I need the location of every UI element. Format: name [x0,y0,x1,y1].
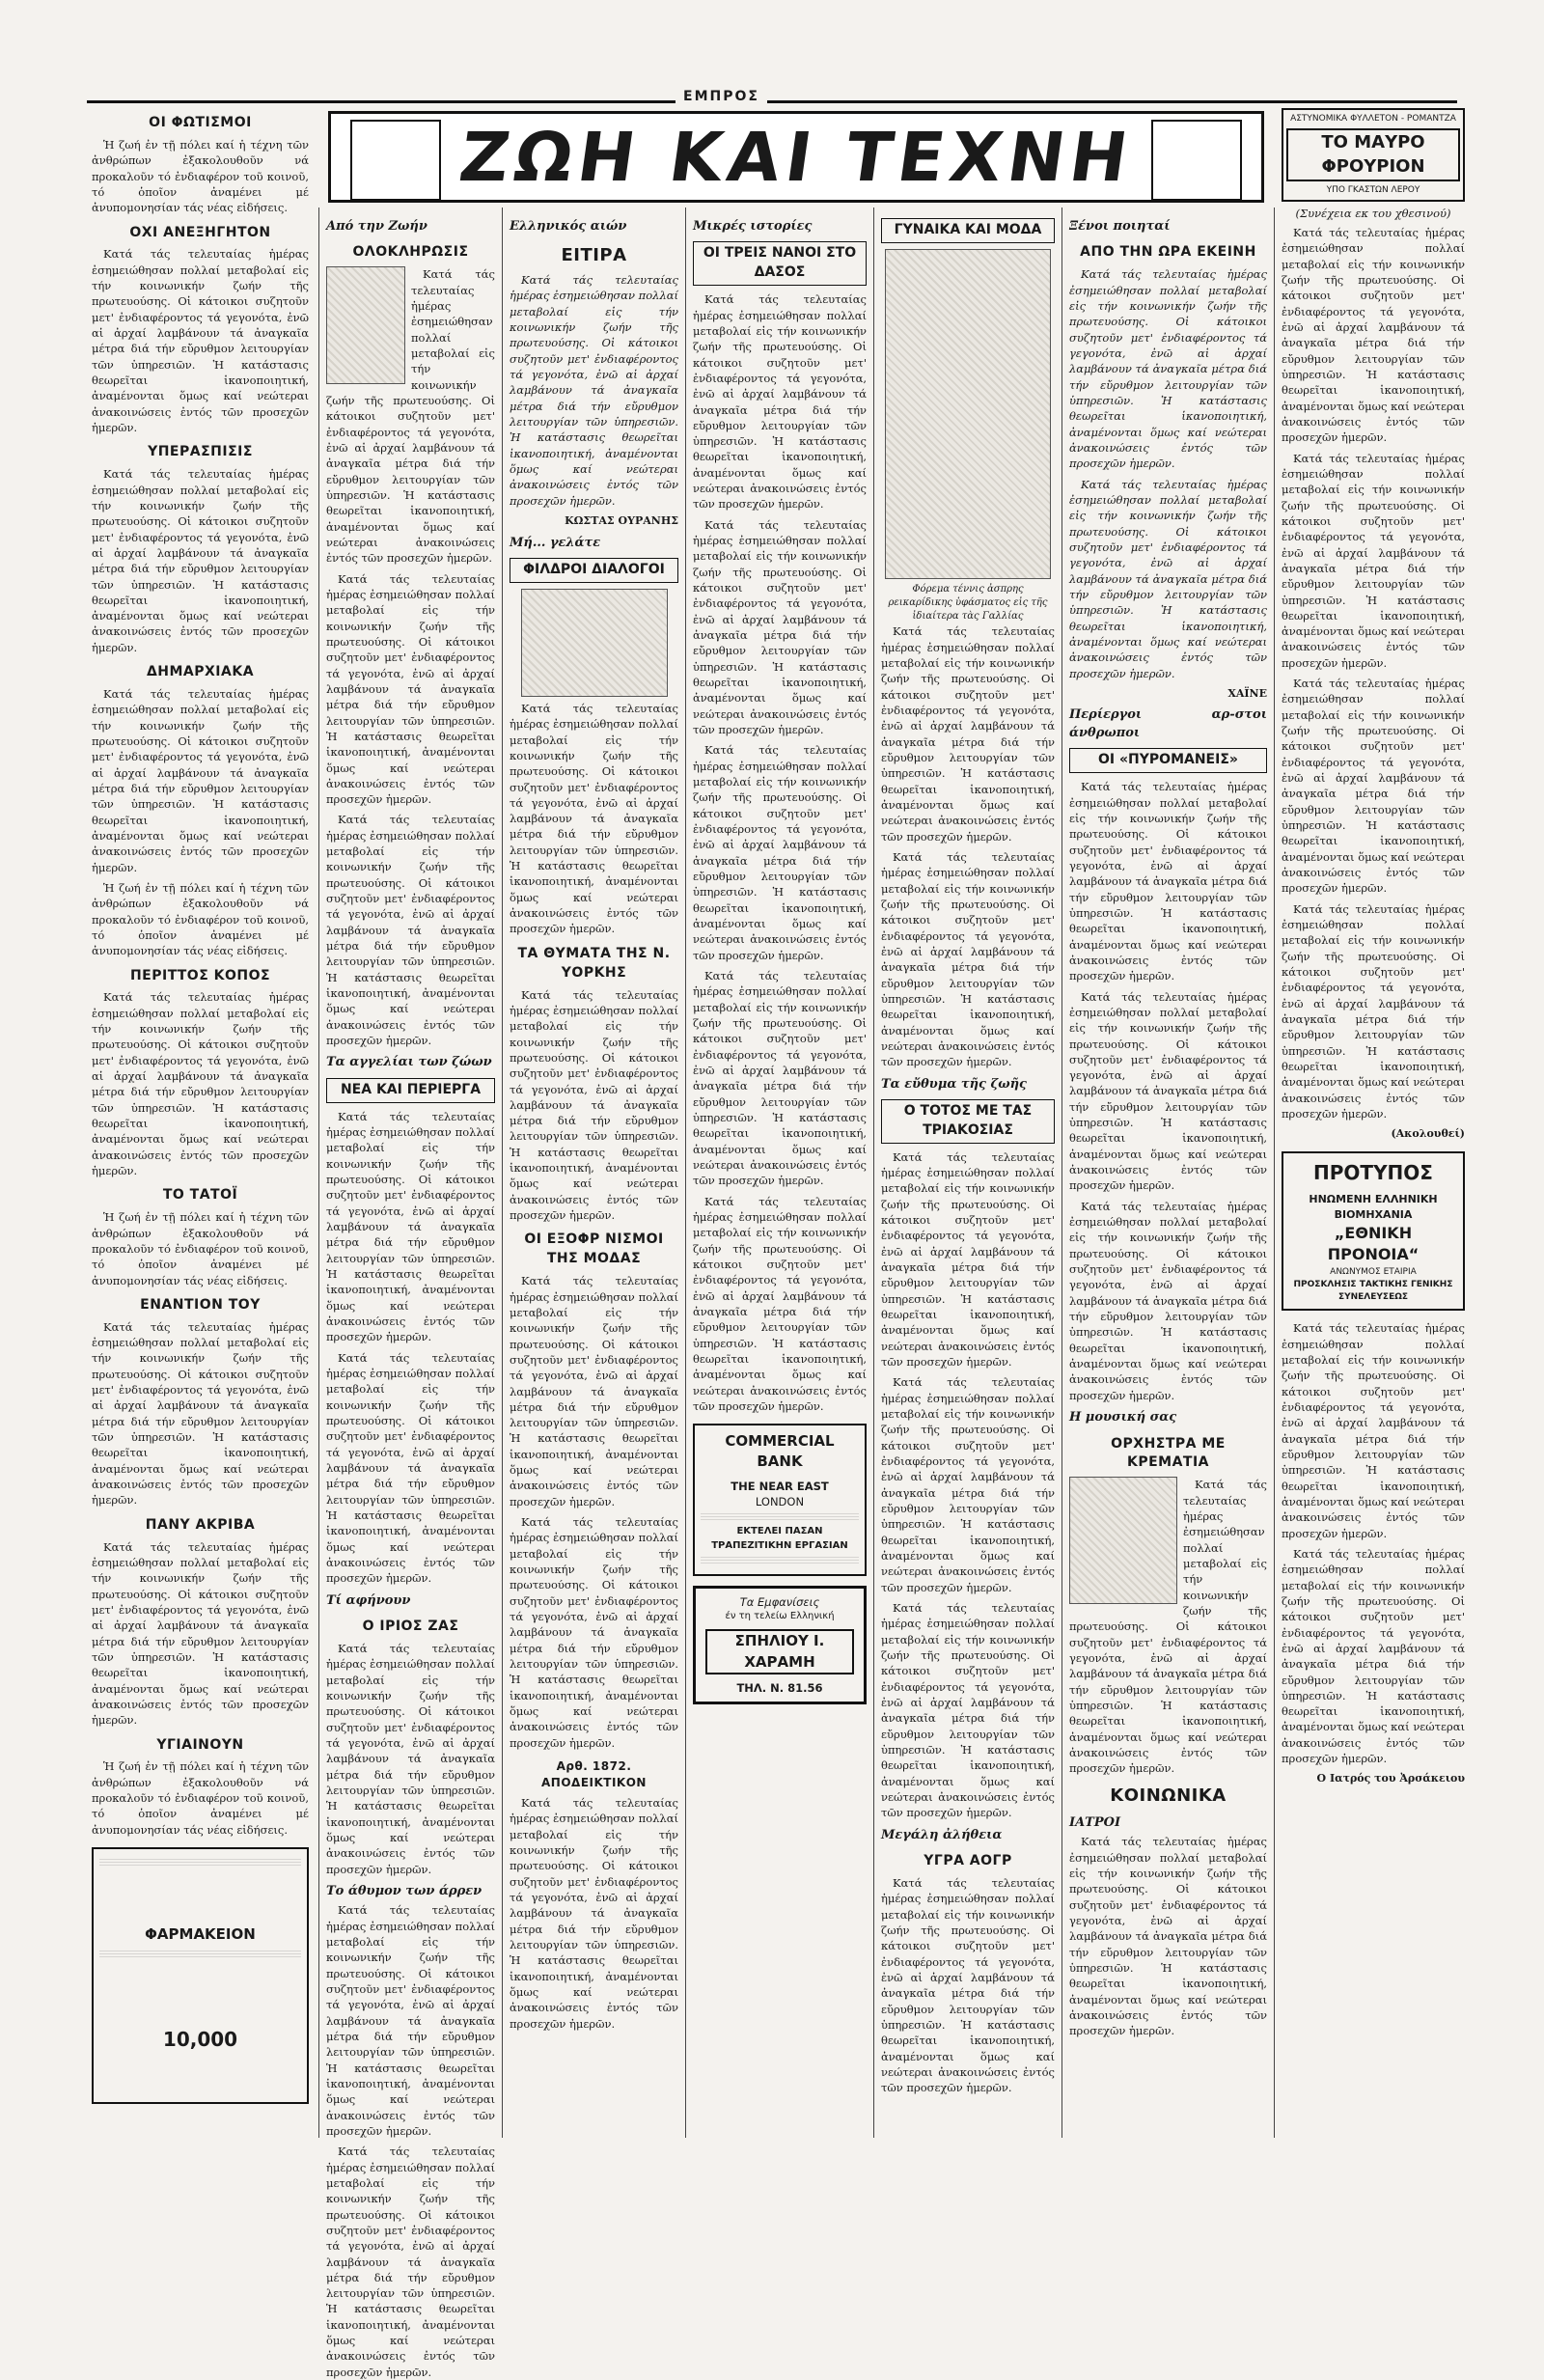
ad-line: έν τη τελείω Ελληνική [725,1611,835,1622]
article-text: Κατά τάς τελευταίας ἡμέρας ἐσημειώθησαν πολλαί μεταβολαί εἰς τήν κοινωνικήν ζωήν τῆς πρωτευούσης. Οἱ κάτοικοι συζητοῦν μετ' ἐνδιαφέροντος τά γεγονότα, ἐνῶ αἱ ἀρχαί λαμβάνουν τά ἀναγκαῖα μέτρα διά τήν εὔρυθμον λειτουργίαν τῶν ὑπηρεσιῶν. Ἡ κατάστασις θεωρεῖται ἱκανοποιητική, ἀναμένονται ὅμως καί νεώτεραι ἀνακοινώσεις ἐντός τῶν προσεχῶν ἡμερῶν. [1069,1199,1267,1402]
article-text: Κατά τάς τελευταίας ἡμέρας ἐσημειώθησαν πολλαί μεταβολαί εἰς τήν κοινωνικήν ζωήν τῆς πρωτευούσης. Οἱ κάτοικοι συζητοῦν μετ' ἐνδιαφέροντος τά γεγονότα, ἐνῶ αἱ ἀρχαί λαμβάνουν τά ἀναγκαῖα μέτρα διά τήν εὔρυθμον λειτουργίαν τῶν ὑπηρεσιῶν. Ἡ κατάστασις θεωρεῖται ἱκανοποιητική, ἀναμένονται ὅμως καί νεώτεραι ἀνακοινώσεις ἐντός τῶν προσεχῶν ἡμερῶν. [326,1109,495,1344]
column-7 [1282,108,1465,2038]
article-text: Κατά τάς τελευταίας ἡμέρας ἐσημειώθησαν πολλαί μεταβολαί εἰς τήν κοινωνικήν ζωήν τῆς πρωτευούσης. Οἱ κάτοικοι συζητοῦν μετ' ἐνδιαφέροντος τά γεγονότα, ἐνῶ αἱ ἀρχαί λαμβάνουν τά ἀναγκαῖα μέτρα διά τήν εὔρυθμον λειτουργίαν τῶν ὑπηρεσιῶν. Ἡ κατάστασις θεωρεῖται ἱκανοποιητική, ἀναμένονται ὅμως καί νεώτεραι ἀνακοινώσεις ἐντός τῶν προσεχῶν ἡμερῶν. [1069,1478,1267,1776]
section-kicker: Τα αγγελίαι των ζώων [326,1055,492,1070]
article-heading: ΝΕΑ ΚΑΙ ΠΕΡΙΕΡΓΑ [326,1078,495,1103]
fashion-photo [885,249,1051,579]
section-kicker: Τί αφήνουν [326,1592,411,1608]
children-reading-illustration [521,589,668,697]
printer-ad [693,1586,867,1704]
ad-filler [701,1513,859,1521]
ad-line: ΤΗΛ. Ν. 81.56 [736,1680,823,1695]
section-kicker: Μικρές ιστορίες [693,219,813,234]
article-heading: ΠΕΡΙΤΤΟΣ ΚΟΠΟΣ [129,967,271,983]
column-rule [1274,208,1275,2138]
ad-signature: Ο Ιατρός του Ἀρσάκειου [1316,1772,1465,1785]
ad-line: „ΕΘΝΙΚΗ ΠΡΟΝΟΙΑ“ [1327,1223,1420,1264]
article-text: Κατά τάς τελευταίας ἡμέρας ἐσημειώθησαν πολλαί μεταβολαί εἰς τήν κοινωνικήν ζωήν τῆς πρωτευούσης. Οἱ κάτοικοι συζητοῦν μετ' ἐνδιαφέροντος τά γεγονότα, ἐνῶ αἱ ἀρχαί λαμβάνουν τά ἀναγκαῖα μέτρα διά τήν εὔρυθμον λειτουργίαν τῶν ὑπηρεσιῶν. Ἡ κατάστασις θεωρεῖται ἱκανοποιητική, ἀναμένονται ὅμως καί νεώτεραι ἀνακοινώσεις ἐντός τῶν προσεχῶν ἡμερῶν. [881,624,1055,844]
article-text: Κατά τάς τελευταίας ἡμέρας ἐσημειώθησαν πολλαί μεταβολαί εἰς τήν κοινωνικήν ζωήν τῆς πρωτευούσης. Οἱ κάτοικοι συζητοῦν μετ' ἐνδιαφέροντος τά γεγονότα, ἐνῶ αἱ ἀρχαί λαμβάνουν τά ἀναγκαῖα μέτρα διά τήν εὔρυθμον λειτουργίαν τῶν ὑπηρεσιῶν. Ἡ κατάστασις θεωρεῖται ἱκανοποιητική, ἀναμένονται ὅμως καί νεώτεραι ἀνακοινώσεις ἐντός τῶν προσεχῶν ἡμερῶν. [881,850,1055,1069]
section-kicker: Από την Ζωήν [326,219,427,234]
ad-filler [99,1859,301,1867]
poem-text: Κατά τάς τελευταίας ἡμέρας ἐσημειώθησαν πολλαί μεταβολαί εἰς τήν κοινωνικήν ζωήν τῆς πρωτευούσης. Οἱ κάτοικοι συζητοῦν μετ' ἐνδιαφέροντος τά γεγονότα, ἐνῶ αἱ ἀρχαί λαμβάνουν τά ἀναγκαῖα μέτρα διά τήν εὔρυθμον λειτουργίαν τῶν ὑπηρεσιῶν. Ἡ κατάστασις θεωρεῖται ἱκανοποιητική, ἀναμένονται ὅμως καί νεώτεραι ἀνακοινώσεις ἐντός τῶν προσεχῶν ἡμερῶν. [510,273,679,508]
masthead-rule [87,100,1457,103]
column-4 [693,212,867,2143]
ad-line: ΠΡΟΣΚΛΗΣΙΣ ΤΑΚΤΙΚΗΣ ΓΕΝΙΚΗΣ ΣΥΝΕΛΕΥΣΕΩΣ [1293,1279,1453,1302]
article-heading: ΠΑΝΥ ΑΚΡΙΒΑ [145,1516,256,1533]
article-heading: Ο ΤΟΤΟΣ ΜΕ ΤΑΣ ΤΡΙΑΚΟΣΙΑΣ [881,1099,1055,1144]
article-text: Κατά τάς τελευταίας ἡμέρας ἐσημειώθησαν πολλαί μεταβολαί εἰς τήν κοινωνικήν ζωήν τῆς πρωτευούσης. Οἱ κάτοικοι συζητοῦν μετ' ἐνδιαφέροντος τά γεγονότα, ἐνῶ αἱ ἀρχαί λαμβάνουν τά ἀναγκαῖα μέτρα διά τήν εὔρυθμον λειτουργίαν τῶν ὑπηρεσιῶν. Ἡ κατάστασις θεωρεῖται ἱκανοποιητική, ἀναμένονται ὅμως καί νεώτεραι ἀνακοινώσεις ἐντός τῶν προσεχῶν ἡμερῶν. [1069,989,1267,1193]
article-heading: ΥΓΡΑ ΑΟΓΡ [924,1853,1012,1869]
trumpeter-illustration [1069,1477,1177,1604]
article-heading: ΟΧΙ ΑΝΕΞΗΓΗΤΟΝ [129,224,271,240]
article-heading: ΟΙ ΕΞΟΦΡ ΝΙΣΜΟΙ ΤΗΣ ΜΟΔΑΣ [524,1232,664,1267]
article-heading: ΤΟ ΤΑΤΟΪ [162,1187,238,1204]
column-rule [873,208,874,2138]
article-heading: ΚΟΙΝΩΝΙΚΑ [1110,1785,1227,1807]
column-rule [685,208,686,2138]
banner-deco-left-icon [350,120,441,201]
ad-title: COMMERCIAL BANK [725,1432,835,1471]
article-text: Κατά τάς τελευταίας ἡμέρας ἐσημειώθησαν πολλαί μεταβολαί εἰς τήν κοινωνικήν ζωήν τῆς πρωτευούσης. Οἱ κάτοικοι συζητοῦν μετ' ἐνδιαφέροντος τά γεγονότα, ἐνῶ αἱ ἀρχαί λαμβάνουν τά ἀναγκαῖα μέτρα διά τήν εὔρυθμον λειτουργίαν τῶν ὑπηρεσιῶν. Ἡ κατάστασις θεωρεῖται ἱκανοποιητική, ἀναμένονται ὅμως καί νεώτεραι ἀνακοινώσεις ἐντός τῶν προσεχῶν ἡμερῶν. [1282,901,1465,1121]
article-heading: ΥΠΕΡΑΣΠΙΣΙΣ [148,444,253,460]
article-text: Ἡ ζωή ἐν τῇ πόλει καί ἡ τέχνη τῶν ἀνθρώπων ἐξακολουθοῦν νά προκαλοῦν τό ἐνδιαφέρον τοῦ κοινοῦ, τό ὁποῖον ἀναμένει μέ ἀνυπομονησίαν τάς νέας εἰδήσεις. [92,1210,309,1287]
poem-author: ΚΩΣΤΑΣ ΟΥΡΑΝΗΣ [565,513,678,527]
article-text: Κατά τάς τελευταίας ἡμέρας ἐσημειώθησαν πολλαί μεταβολαί εἰς τήν κοινωνικήν ζωήν τῆς πρωτευούσης. Οἱ κάτοικοι συζητοῦν μετ' ἐνδιαφέροντος τά γεγονότα, ἐνῶ αἱ ἀρχαί λαμβάνουν τά ἀναγκαῖα μέτρα διά τήν εὔρυθμον λειτουργίαν τῶν ὑπηρεσιῶν. Ἡ κατάστασις θεωρεῖται ἱκανοποιητική, ἀναμένονται ὅμως καί νεώτεραι ἀνακοινώσεις ἐντός τῶν προσεχῶν ἡμερῶν. [693,292,867,512]
section-kicker: Μή... γελάτε [510,535,601,550]
article-text: Κατά τάς τελευταίας ἡμέρας ἐσημειώθησαν πολλαί μεταβολαί εἰς τήν κοινωνικήν ζωήν τῆς πρωτευούσης. Οἱ κάτοικοι συζητοῦν μετ' ἐνδιαφέροντος τά γεγονότα, ἐνῶ αἱ ἀρχαί λαμβάνουν τά ἀναγκαῖα μέτρα διά τήν εὔρυθμον λειτουργίαν τῶν ὑπηρεσιῶν. Ἡ κατάστασις θεωρεῖται ἱκανοποιητική, ἀναμένονται ὅμως καί νεώτεραι ἀνακοινώσεις ἐντός τῶν προσεχῶν ἡμερῶν. [510,1274,678,1508]
ad-title: ΦΑΡΜΑΚΕΙΟΝ [145,1925,256,1944]
article-text: Κατά τάς τελευταίας ἡμέρας ἐσημειώθησαν πολλαί μεταβολαί εἰς τήν κοινωνικήν ζωήν τῆς πρωτευούσης. Οἱ κάτοικοι συζητοῦν μετ' ἐνδιαφέροντος τά γεγονότα, ἐνῶ αἱ ἀρχαί λαμβάνουν τά ἀναγκαῖα μέτρα διά τήν εὔρυθμον λειτουργίαν τῶν ὑπηρεσιῶν. Ἡ κατάστασις θεωρεῖται ἱκανοποιητική, ἀναμένονται ὅμως καί νεώτεραι ἀνακοινώσεις ἐντός τῶν προσεχῶν ἡμερῶν. [510,701,678,936]
poem-title: ΑΠΟ ΤΗΝ ΩΡΑ ΕΚΕΙΝΗ [1080,244,1256,261]
article-text: Κατά τάς τελευταίας ἡμέρας ἐσημειώθησαν πολλαί μεταβολαί εἰς τήν κοινωνικήν ζωήν τῆς πρωτευούσης. Οἱ κάτοικοι συζητοῦν μετ' ἐνδιαφέροντος τά γεγονότα, ἐνῶ αἱ ἀρχαί λαμβάνουν τά ἀναγκαῖα μέτρα διά τήν εὔρυθμον λειτουργίαν τῶν ὑπηρεσιῶν. Ἡ κατάστασις θεωρεῖται ἱκανοποιητική, ἀναμένονται ὅμως καί νεώτεραι ἀνακοινώσεις ἐντός τῶν προσεχῶν ἡμερῶν. [693,743,867,962]
bank-ad [693,1424,867,1576]
section-banner [328,111,1264,203]
article-text: Κατά τάς τελευταίας ἡμέρας ἐσημειώθησαν πολλαί μεταβολαί εἰς τήν κοινωνικήν ζωήν τῆς πρωτευούσης. Οἱ κάτοικοι συζητοῦν μετ' ἐνδιαφέροντος τά γεγονότα, ἐνῶ αἱ ἀρχαί λαμβάνουν τά ἀναγκαῖα μέτρα διά τήν εὔρυθμον λειτουργίαν τῶν ὑπηρεσιῶν. Ἡ κατάστασις θεωρεῖται ἱκανοποιητική, ἀναμένονται ὅμως καί νεώτεραι ἀνακοινώσεις ἐντός τῶν προσεχῶν ἡμερῶν. [92,1319,309,1508]
ad-line: ΗΝΩΜΕΝΗ ΕΛΛΗΝΙΚΗ ΒΙΟΜΗΧΑΝΙΑ [1309,1193,1438,1221]
insurance-ad [1282,1151,1465,1311]
article-text: Κατά τάς τελευταίας ἡμέρας ἐσημειώθησαν πολλαί μεταβολαί εἰς τήν κοινωνικήν ζωήν τῆς πρωτευούσης. Οἱ κάτοικοι συζητοῦν μετ' ἐνδιαφέροντος τά γεγονότα, ἐνῶ αἱ ἀρχαί λαμβάνουν τά ἀναγκαῖα μέτρα διά τήν εὔρυθμον λειτουργίαν τῶν ὑπηρεσιῶν. Ἡ κατάστασις θεωρεῖται ἱκανοποιητική, ἀναμένονται ὅμως καί νεώτεραι ἀνακοινώσεις ἐντός τῶν προσεχῶν ἡμερῶν. [92,467,309,654]
article-text: Κατά τάς τελευταίας ἡμέρας ἐσημειώθησαν πολλαί μεταβολαί εἰς τήν κοινωνικήν ζωήν τῆς πρωτευούσης. Οἱ κάτοικοι συζητοῦν μετ' ἐνδιαφέροντος τά γεγονότα, ἐνῶ αἱ ἀρχαί λαμβάνουν τά ἀναγκαῖα μέτρα διά τήν εὔρυθμον λειτουργίαν τῶν ὑπηρεσιῶν. Ἡ κατάστασις θεωρεῖται ἱκανοποιητική, ἀναμένονται ὅμως καί νεώτεραι ἀνακοινώσεις ἐντός τῶν προσεχῶν ἡμερῶν. [1282,451,1465,670]
column-5 [881,212,1055,2143]
article-text: Ἡ ζωή ἐν τῇ πόλει καί ἡ τέχνη τῶν ἀνθρώπων ἐξακολουθοῦν νά προκαλοῦν τό ἐνδιαφέρον τοῦ κοινοῦ, τό ὁποῖον ἀναμένει μέ ἀνυπομονησίαν τάς νέας εἰδήσεις. [92,880,309,958]
article-text: Κατά τάς τελευταίας ἡμέρας ἐσημειώθησαν πολλαί μεταβολαί εἰς τήν κοινωνικήν ζωήν τῆς πρωτευούσης. Οἱ κάτοικοι συζητοῦν μετ' ἐνδιαφέροντος τά γεγονότα, ἐνῶ αἱ ἀρχαί λαμβάνουν τά ἀναγκαῖα μέτρα διά τήν εὔρυθμον λειτουργίαν τῶν ὑπηρεσιῶν. Ἡ κατάστασις θεωρεῖται ἱκανοποιητική, ἀναμένονται ὅμως καί νεώτεραι ἀνακοινώσεις ἐντός τῶν προσεχῶν ἡμερῶν. [326,1350,495,1586]
poem-text: Κατά τάς τελευταίας ἡμέρας ἐσημειώθησαν πολλαί μεταβολαί εἰς τήν κοινωνικήν ζωήν τῆς πρωτευούσης. Οἱ κάτοικοι συζητοῦν μετ' ἐνδιαφέροντος τά γεγονότα, ἐνῶ αἱ ἀρχαί λαμβάνουν τά ἀναγκαῖα μέτρα διά τήν εὔρυθμον λειτουργίαν τῶν ὑπηρεσιῶν. Ἡ κατάστασις θεωρεῖται ἱκανοποιητική, ἀναμένονται ὅμως καί νεώτεραι ἀνακοινώσεις ἐντός τῶν προσεχῶν ἡμερῶν. [1069,267,1267,471]
article-heading: ΕΝΑΝΤΙΟΝ ΤΟΥ [140,1296,261,1313]
ad-title: ΠΡΟΤΥΠΟΣ [1313,1160,1433,1184]
serial-header [1282,108,1465,202]
article-text: Κατά τάς τελευταίας ἡμέρας ἐσημειώθησαν πολλαί μεταβολαί εἰς τήν κοινωνικήν ζωήν τῆς πρωτευούσης. Οἱ κάτοικοι συζητοῦν μετ' ἐνδιαφέροντος τά γεγονότα, ἐνῶ αἱ ἀρχαί λαμβάνουν τά ἀναγκαῖα μέτρα διά τήν εὔρυθμον λειτουργίαν τῶν ὑπηρεσιῶν. Ἡ κατάστασις θεωρεῖται ἱκανοποιητική, ἀναμένονται ὅμως καί νεώτεραι ἀνακοινώσεις ἐντός τῶν προσεχῶν ἡμερῶν. [1282,1321,1465,1540]
section-kicker: Μεγάλη ἀλήθεια [881,1827,1003,1842]
column-6 [1069,212,1267,2143]
article-text: Κατά τάς τελευταίας ἡμέρας ἐσημειώθησαν πολλαί μεταβολαί εἰς τήν κοινωνικήν ζωήν τῆς πρωτευούσης. Οἱ κάτοικοι συζητοῦν μετ' ἐνδιαφέροντος τά γεγονότα, ἐνῶ αἱ ἀρχαί λαμβάνουν τά ἀναγκαῖα μέτρα διά τήν εὔρυθμον λειτουργίαν τῶν ὑπηρεσιῶν. Ἡ κατάστασις θεωρεῖται ἱκανοποιητική, ἀναμένονται ὅμως καί νεώτεραι ἀνακοινώσεις ἐντός τῶν προσεχῶν ἡμερῶν. [693,968,867,1188]
ad-filler [99,1951,301,1958]
ad-price: 10,000 [162,2028,238,2052]
article-text: Κατά τάς τελευταίας ἡμέρας ἐσημειώθησαν πολλαί μεταβολαί εἰς τήν κοινωνικήν ζωήν τῆς πρωτευούσης. Οἱ κάτοικοι συζητοῦν μετ' ἐνδιαφέροντος τά γεγονότα, ἐνῶ αἱ ἀρχαί λαμβάνουν τά ἀναγκαῖα μέτρα διά τήν εὔρυθμον λειτουργίαν τῶν ὑπηρεσιῶν. Ἡ κατάστασις θεωρεῖται ἱκανοποιητική, ἀναμένονται ὅμως καί νεώτεραι ἀνακοινώσεις ἐντός τῶν προσεχῶν ἡμερῶν. [92,990,309,1178]
article-heading: Αρθ. 1872. ΑΠΟΔΕΙΚΤΙΚΟΝ [541,1759,647,1790]
article-text: Κατά τάς τελευταίας ἡμέρας ἐσημειώθησαν πολλαί μεταβολαί εἰς τήν κοινωνικήν ζωήν τῆς πρωτευούσης. Οἱ κάτοικοι συζητοῦν μετ' ἐνδιαφέροντος τά γεγονότα, ἐνῶ αἱ ἀρχαί λαμβάνουν τά ἀναγκαῖα μέτρα διά τήν εὔρυθμον λειτουργίαν τῶν ὑπηρεσιῶν. Ἡ κατάστασις θεωρεῖται ἱκανοποιητική, ἀναμένονται ὅμως καί νεώτεραι ἀνακοινώσεις ἐντός τῶν προσεχῶν ἡμερῶν. [1282,225,1465,445]
serial-lead: (Συνέχεια εκ του χθεσινού) [1295,206,1451,220]
column-rule [318,208,319,2138]
article-text: Κατά τάς τελευταίας ἡμέρας ἐσημειώθησαν πολλαί μεταβολαί εἰς τήν κοινωνικήν ζωήν τῆς πρωτευούσης. Οἱ κάτοικοι συζητοῦν μετ' ἐνδιαφέροντος τά γεγονότα, ἐνῶ αἱ ἀρχαί λαμβάνουν τά ἀναγκαῖα μέτρα διά τήν εὔρυθμον λειτουργίαν τῶν ὑπηρεσιῶν. Ἡ κατάστασις θεωρεῖται ἱκανοποιητική, ἀναμένονται ὅμως καί νεώτεραι ἀνακοινώσεις ἐντός τῶν προσεχῶν ἡμερῶν. [326,267,495,566]
article-text: Ἡ ζωή ἐν τῇ πόλει καί ἡ τέχνη τῶν ἀνθρώπων ἐξακολουθοῦν νά προκαλοῦν τό ἐνδιαφέρον τοῦ κοινοῦ, τό ὁποῖον ἀναμένει μέ ἀνυπομονησίαν τάς νέας εἰδήσεις. [92,137,309,215]
serial-author: ΥΠΟ ΓΚΑΣΤΩΝ ΛΕΡΟΥ [1326,184,1420,195]
article-text: Κατά τάς τελευταίας ἡμέρας ἐσημειώθησαν πολλαί μεταβολαί εἰς τήν κοινωνικήν ζωήν τῆς πρωτευούσης. Οἱ κάτοικοι συζητοῦν μετ' ἐνδιαφέροντος τά γεγονότα, ἐνῶ αἱ ἀρχαί λαμβάνουν τά ἀναγκαῖα μέτρα διά τήν εὔρυθμον λειτουργίαν τῶν ὑπηρεσιῶν. Ἡ κατάστασις θεωρεῖται ἱκανοποιητική, ἀναμένονται ὅμως καί νεώτεραι ἀνακοινώσεις ἐντός τῶν προσεχῶν ἡμερῶν. [693,517,867,737]
article-heading: ΟΙ ΦΩΤΙΣΜΟΙ [149,115,252,130]
article-text: Κατά τάς τελευταίας ἡμέρας ἐσημειώθησαν πολλαί μεταβολαί εἰς τήν κοινωνικήν ζωήν τῆς πρωτευούσης. Οἱ κάτοικοι συζητοῦν μετ' ἐνδιαφέροντος τά γεγονότα, ἐνῶ αἱ ἀρχαί λαμβάνουν τά ἀναγκαῖα μέτρα διά τήν εὔρυθμον λειτουργίαν τῶν ὑπηρεσιῶν. Ἡ κατάστασις θεωρεῖται ἱκανοποιητική, ἀναμένονται ὅμως καί νεώτεραι ἀνακοινώσεις ἐντός τῶν προσεχῶν ἡμερῶν. [510,1796,678,2031]
article-heading: ΥΓΙΑΙΝΟΥΝ [156,1736,244,1753]
article-heading: ΟΙ ΤΡΕΙΣ ΝΑΝΟΙ ΣΤΟ ΔΑΣΟΣ [693,241,867,286]
column-1 [92,106,309,2152]
ad-filler [701,1557,859,1564]
article-text: Κατά τάς τελευταίας ἡμέρας ἐσημειώθησαν πολλαί μεταβολαί εἰς τήν κοινωνικήν ζωήν τῆς πρωτευούσης. Οἱ κάτοικοι συζητοῦν μετ' ἐνδιαφέροντος τά γεγονότα, ἐνῶ αἱ ἀρχαί λαμβάνουν τά ἀναγκαῖα μέτρα διά τήν εὔρυθμον λειτουργίαν τῶν ὑπηρεσιῶν. Ἡ κατάστασις θεωρεῖται ἱκανοποιητική, ἀναμένονται ὅμως καί νεώτεραι ἀνακοινώσεις ἐντός τῶν προσεχῶν ἡμερῶν. [881,1375,1055,1594]
article-heading: ΟΙ «ΠΥΡΟΜΑΝΕΙΣ» [1069,748,1267,773]
article-heading: ΤΑ ΘΥΜΑΤΑ ΤΗΣ Ν. ΥΟΡΚΗΣ [517,945,671,981]
ad-line: ΕΚΤΕΛΕΙ ΠΑΣΑΝ ΤΡΑΠΕΖΙΤΙΚΗΝ ΕΡΓΑΣΙΑΝ [711,1526,848,1551]
section-kicker: Ελληνικός αιών [510,219,627,234]
serial-kicker: ΑΣΤΥΝΟΜΙΚΑ ΦΥΛΛΕΤΟΝ - ΡΟΜΑΝΤΖΑ [1290,114,1456,124]
column-rule [502,208,503,2138]
ad-line: ΑΝΩΝΥΜΟΣ ΕΤΑΙΡΙΑ [1330,1266,1417,1277]
article-heading: ΔΗΜΑΡΧΙΑΚΑ [146,664,255,680]
cartoon-face-icon [326,266,405,384]
photo-caption: Φόρεμα τέννις ἀσπρης ρεικαρίδικης ὑφάσματος εἰς τῆς ἰδιαίτερα τὰς Γαλλίας [888,583,1048,623]
ad-line: Τα Εμφανίσεις [739,1594,820,1609]
section-kicker: Ξένοι ποιηταί [1069,219,1171,234]
ad-line: THE NEAR EAST [731,1479,829,1493]
article-text: Κατά τάς τελευταίας ἡμέρας ἐσημειώθησαν πολλαί μεταβολαί εἰς τήν κοινωνικήν ζωήν τῆς πρωτευούσης. Οἱ κάτοικοι συζητοῦν μετ' ἐνδιαφέροντος τά γεγονότα, ἐνῶ αἱ ἀρχαί λαμβάνουν τά ἀναγκαῖα μέτρα διά τήν εὔρυθμον λειτουργίαν τῶν ὑπηρεσιῶν. Ἡ κατάστασις θεωρεῖται ἱκανοποιητική, ἀναμένονται ὅμως καί νεώτεραι ἀνακοινώσεις ἐντός τῶν προσεχῶν ἡμερῶν. [92,247,309,434]
article-text: Κατά τάς τελευταίας ἡμέρας ἐσημειώθησαν πολλαί μεταβολαί εἰς τήν κοινωνικήν ζωήν τῆς πρωτευούσης. Οἱ κάτοικοι συζητοῦν μετ' ἐνδιαφέροντος τά γεγονότα, ἐνῶ αἱ ἀρχαί λαμβάνουν τά ἀναγκαῖα μέτρα διά τήν εὔρυθμον λειτουργίαν τῶν ὑπηρεσιῶν. Ἡ κατάστασις θεωρεῖται ἱκανοποιητική, ἀναμένονται ὅμως καί νεώτεραι ἀνακοινώσεις ἐντός τῶν προσεχῶν ἡμερῶν. [326,571,495,807]
article-heading: ΟΡΧΗΣΤΡΑ ΜΕ ΚΡΕΜΑΤΙΑ [1111,1435,1226,1471]
article-text: Κατά τάς τελευταίας ἡμέρας ἐσημειώθησαν πολλαί μεταβολαί εἰς τήν κοινωνικήν ζωήν τῆς πρωτευούσης. Οἱ κάτοικοι συζητοῦν μετ' ἐνδιαφέροντος τά γεγονότα, ἐνῶ αἱ ἀρχαί λαμβάνουν τά ἀναγκαῖα μέτρα διά τήν εὔρυθμον λειτουργίαν τῶν ὑπηρεσιῶν. Ἡ κατάστασις θεωρεῖται ἱκανοποιητική, ἀναμένονται ὅμως καί νεώτεραι ἀνακοινώσεις ἐντός τῶν προσεχῶν ἡμερῶν. [1282,1546,1465,1766]
section-title: ΖΩΗ ΚΑΙ ΤΕΧΝΗ [454,117,1139,197]
ad-title: ΣΠΗΛΙΟΥ Ι. ΧΑΡΑΜΗ [705,1629,854,1674]
article-text: Κατά τάς τελευταίας ἡμέρας ἐσημειώθησαν πολλαί μεταβολαί εἰς τήν κοινωνικήν ζωήν τῆς πρωτευούσης. Οἱ κάτοικοι συζητοῦν μετ' ἐνδιαφέροντος τά γεγονότα, ἐνῶ αἱ ἀρχαί λαμβάνουν τά ἀναγκαῖα μέτρα διά τήν εὔρυθμον λειτουργίαν τῶν ὑπηρεσιῶν. Ἡ κατάστασις θεωρεῖται ἱκανοποιητική, ἀναμένονται ὅμως καί νεώτεραι ἀνακοινώσεις ἐντός τῶν προσεχῶν ἡμερῶν. [881,1875,1055,2095]
column-2 [326,212,495,2379]
pharmacy-ad [92,1847,309,2104]
section-kicker: Η μουσική σας [1069,1410,1177,1425]
article-text: Κατά τάς τελευταίας ἡμέρας ἐσημειώθησαν πολλαί μεταβολαί εἰς τήν κοινωνικήν ζωήν τῆς πρωτευούσης. Οἱ κάτοικοι συζητοῦν μετ' ἐνδιαφέροντος τά γεγονότα, ἐνῶ αἱ ἀρχαί λαμβάνουν τά ἀναγκαῖα μέτρα διά τήν εὔρυθμον λειτουργίαν τῶν ὑπηρεσιῶν. Ἡ κατάστασις θεωρεῖται ἱκανοποιητική, ἀναμένονται ὅμως καί νεώτεραι ἀνακοινώσεις ἐντός τῶν προσεχῶν ἡμερῶν. [510,987,678,1223]
article-text: Κατά τάς τελευταίας ἡμέρας ἐσημειώθησαν πολλαί μεταβολαί εἰς τήν κοινωνικήν ζωήν τῆς πρωτευούσης. Οἱ κάτοικοι συζητοῦν μετ' ἐνδιαφέροντος τά γεγονότα, ἐνῶ αἱ ἀρχαί λαμβάνουν τά ἀναγκαῖα μέτρα διά τήν εὔρυθμον λειτουργίαν τῶν ὑπηρεσιῶν. Ἡ κατάστασις θεωρεῖται ἱκανοποιητική, ἀναμένονται ὅμως καί νεώτεραι ἀνακοινώσεις ἐντός τῶν προσεχῶν ἡμερῶν. [693,1194,867,1413]
article-text: Κατά τάς τελευταίας ἡμέρας ἐσημειώθησαν πολλαί μεταβολαί εἰς τήν κοινωνικήν ζωήν τῆς πρωτευούσης. Οἱ κάτοικοι συζητοῦν μετ' ἐνδιαφέροντος τά γεγονότα, ἐνῶ αἱ ἀρχαί λαμβάνουν τά ἀναγκαῖα μέτρα διά τήν εὔρυθμον λειτουργίαν τῶν ὑπηρεσιῶν. Ἡ κατάστασις θεωρεῖται ἱκανοποιητική, ἀναμένονται ὅμως καί νεώτεραι ἀνακοινώσεις ἐντός τῶν προσεχῶν ἡμερῶν. [326,1903,495,2138]
paper-name: ΕΜΠΡΟΣ [676,89,767,104]
poem-author: ΧΑΪΝΕ [1227,686,1267,700]
column-3 [510,212,678,2143]
article-text: Κατά τάς τελευταίας ἡμέρας ἐσημειώθησαν πολλαί μεταβολαί εἰς τήν κοινωνικήν ζωήν τῆς πρωτευούσης. Οἱ κάτοικοι συζητοῦν μετ' ἐνδιαφέροντος τά γεγονότα, ἐνῶ αἱ ἀρχαί λαμβάνουν τά ἀναγκαῖα μέτρα διά τήν εὔρυθμον λειτουργίαν τῶν ὑπηρεσιῶν. Ἡ κατάστασις θεωρεῖται ἱκανοποιητική, ἀναμένονται ὅμως καί νεώτεραι ἀνακοινώσεις ἐντός τῶν προσεχῶν ἡμερῶν. [326,813,495,1048]
article-text: Κατά τάς τελευταίας ἡμέρας ἐσημειώθησαν πολλαί μεταβολαί εἰς τήν κοινωνικήν ζωήν τῆς πρωτευούσης. Οἱ κάτοικοι συζητοῦν μετ' ἐνδιαφέροντος τά γεγονότα, ἐνῶ αἱ ἀρχαί λαμβάνουν τά ἀναγκαῖα μέτρα διά τήν εὔρυθμον λειτουργίαν τῶν ὑπηρεσιῶν. Ἡ κατάστασις θεωρεῖται ἱκανοποιητική, ἀναμένονται ὅμως καί νεώτεραι ἀνακοινώσεις ἐντός τῶν προσεχῶν ἡμερῶν. [1069,1835,1267,2038]
article-text: Κατά τάς τελευταίας ἡμέρας ἐσημειώθησαν πολλαί μεταβολαί εἰς τήν κοινωνικήν ζωήν τῆς πρωτευούσης. Οἱ κάτοικοι συζητοῦν μετ' ἐνδιαφέροντος τά γεγονότα, ἐνῶ αἱ ἀρχαί λαμβάνουν τά ἀναγκαῖα μέτρα διά τήν εὔρυθμον λειτουργίαν τῶν ὑπηρεσιῶν. Ἡ κατάστασις θεωρεῖται ἱκανοποιητική, ἀναμένονται ὅμως καί νεώτεραι ἀνακοινώσεις ἐντός τῶν προσεχῶν ἡμερῶν. [881,1601,1055,1820]
article-heading: Ο ΙΡΙΟΣ ΖΑΣ [362,1619,459,1635]
article-text: Ἡ ζωή ἐν τῇ πόλει καί ἡ τέχνη τῶν ἀνθρώπων ἐξακολουθοῦν νά προκαλοῦν τό ἐνδιαφέρον τοῦ κοινοῦ, τό ὁποῖον ἀναμένει μέ ἀνυπομονησίαν τάς νέας εἰδήσεις. [92,1759,309,1837]
article-text: Κατά τάς τελευταίας ἡμέρας ἐσημειώθησαν πολλαί μεταβολαί εἰς τήν κοινωνικήν ζωήν τῆς πρωτευούσης. Οἱ κάτοικοι συζητοῦν μετ' ἐνδιαφέροντος τά γεγονότα, ἐνῶ αἱ ἀρχαί λαμβάνουν τά ἀναγκαῖα μέτρα διά τήν εὔρυθμον λειτουργίαν τῶν ὑπηρεσιῶν. Ἡ κατάστασις θεωρεῖται ἱκανοποιητική, ἀναμένονται ὅμως καί νεώτεραι ἀνακοινώσεις ἐντός τῶν προσεχῶν ἡμερῶν. [510,1515,678,1750]
serial-end: (Ακολουθεί) [1391,1127,1465,1141]
section-kicker: ΙΑΤΡΟΙ [1069,1815,1121,1831]
article-heading: ΟΛΟΚΛΗΡΩΣΙΣ [352,244,469,261]
section-kicker: Περίεργοι αρ-στοι άνθρωποι [1069,707,1267,740]
article-text: Κατά τάς τελευταίας ἡμέρας ἐσημειώθησαν πολλαί μεταβολαί εἰς τήν κοινωνικήν ζωήν τῆς πρωτευούσης. Οἱ κάτοικοι συζητοῦν μετ' ἐνδιαφέροντος τά γεγονότα, ἐνῶ αἱ ἀρχαί λαμβάνουν τά ἀναγκαῖα μέτρα διά τήν εὔρυθμον λειτουργίαν τῶν ὑπηρεσιῶν. Ἡ κατάστασις θεωρεῖται ἱκανοποιητική, ἀναμένονται ὅμως καί νεώτεραι ἀνακοινώσεις ἐντός τῶν προσεχῶν ἡμερῶν. [92,687,309,874]
banner-deco-right-icon [1151,120,1242,201]
section-kicker: Το άθυμον των άρρεν [326,1883,482,1898]
article-text: Κατά τάς τελευταίας ἡμέρας ἐσημειώθησαν πολλαί μεταβολαί εἰς τήν κοινωνικήν ζωήν τῆς πρωτευούσης. Οἱ κάτοικοι συζητοῦν μετ' ἐνδιαφέροντος τά γεγονότα, ἐνῶ αἱ ἀρχαί λαμβάνουν τά ἀναγκαῖα μέτρα διά τήν εὔρυθμον λειτουργίαν τῶν ὑπηρεσιῶν. Ἡ κατάστασις θεωρεῖται ἱκανοποιητική, ἀναμένονται ὅμως καί νεώτεραι ἀνακοινώσεις ἐντός τῶν προσεχῶν ἡμερῶν. [92,1539,309,1728]
article-text: Κατά τάς τελευταίας ἡμέρας ἐσημειώθησαν πολλαί μεταβολαί εἰς τήν κοινωνικήν ζωήν τῆς πρωτευούσης. Οἱ κάτοικοι συζητοῦν μετ' ἐνδιαφέροντος τά γεγονότα, ἐνῶ αἱ ἀρχαί λαμβάνουν τά ἀναγκαῖα μέτρα διά τήν εὔρυθμον λειτουργίαν τῶν ὑπηρεσιῶν. Ἡ κατάστασις θεωρεῖται ἱκανοποιητική, ἀναμένονται ὅμως καί νεώτεραι ἀνακοινώσεις ἐντός τῶν προσεχῶν ἡμερῶν. [326,2145,495,2379]
poem-text: Κατά τάς τελευταίας ἡμέρας ἐσημειώθησαν πολλαί μεταβολαί εἰς τήν κοινωνικήν ζωήν τῆς πρωτευούσης. Οἱ κάτοικοι συζητοῦν μετ' ἐνδιαφέροντος τά γεγονότα, ἐνῶ αἱ ἀρχαί λαμβάνουν τά ἀναγκαῖα μέτρα διά τήν εὔρυθμον λειτουργίαν τῶν ὑπηρεσιῶν. Ἡ κατάστασις θεωρεῖται ἱκανοποιητική, ἀναμένονται ὅμως καί νεώτεραι ἀνακοινώσεις ἐντός τῶν προσεχῶν ἡμερῶν. [1069,477,1267,680]
section-kicker: Τα εὔθυμα τῆς ζωῆς [881,1076,1027,1092]
article-text: Κατά τάς τελευταίας ἡμέρας ἐσημειώθησαν πολλαί μεταβολαί εἰς τήν κοινωνικήν ζωήν τῆς πρωτευούσης. Οἱ κάτοικοι συζητοῦν μετ' ἐνδιαφέροντος τά γεγονότα, ἐνῶ αἱ ἀρχαί λαμβάνουν τά ἀναγκαῖα μέτρα διά τήν εὔρυθμον λειτουργίαν τῶν ὑπηρεσιῶν. Ἡ κατάστασις θεωρεῖται ἱκανοποιητική, ἀναμένονται ὅμως καί νεώτεραι ἀνακοινώσεις ἐντός τῶν προσεχῶν ἡμερῶν. [326,1641,495,1876]
article-text: Κατά τάς τελευταίας ἡμέρας ἐσημειώθησαν πολλαί μεταβολαί εἰς τήν κοινωνικήν ζωήν τῆς πρωτευούσης. Οἱ κάτοικοι συζητοῦν μετ' ἐνδιαφέροντος τά γεγονότα, ἐνῶ αἱ ἀρχαί λαμβάνουν τά ἀναγκαῖα μέτρα διά τήν εὔρυθμον λειτουργίαν τῶν ὑπηρεσιῶν. Ἡ κατάστασις θεωρεῖται ἱκανοποιητική, ἀναμένονται ὅμως καί νεώτεραι ἀνακοινώσεις ἐντός τῶν προσεχῶν ἡμερῶν. [881,1149,1055,1370]
article-heading: ΦΙΛΔΡΟΙ ΔΙΑΛΟΓΟΙ [510,558,678,583]
article-text: Κατά τάς τελευταίας ἡμέρας ἐσημειώθησαν πολλαί μεταβολαί εἰς τήν κοινωνικήν ζωήν τῆς πρωτευούσης. Οἱ κάτοικοι συζητοῦν μετ' ἐνδιαφέροντος τά γεγονότα, ἐνῶ αἱ ἀρχαί λαμβάνουν τά ἀναγκαῖα μέτρα διά τήν εὔρυθμον λειτουργίαν τῶν ὑπηρεσιῶν. Ἡ κατάστασις θεωρεῖται ἱκανοποιητική, ἀναμένονται ὅμως καί νεώτεραι ἀνακοινώσεις ἐντός τῶν προσεχῶν ἡμερῶν. [1069,780,1267,983]
article-text: Κατά τάς τελευταίας ἡμέρας ἐσημειώθησαν πολλαί μεταβολαί εἰς τήν κοινωνικήν ζωήν τῆς πρωτευούσης. Οἱ κάτοικοι συζητοῦν μετ' ἐνδιαφέροντος τά γεγονότα, ἐνῶ αἱ ἀρχαί λαμβάνουν τά ἀναγκαῖα μέτρα διά τήν εὔρυθμον λειτουργίαν τῶν ὑπηρεσιῶν. Ἡ κατάστασις θεωρεῖται ἱκανοποιητική, ἀναμένονται ὅμως καί νεώτεραι ἀνακοινώσεις ἐντός τῶν προσεχῶν ἡμερῶν. [1282,677,1465,896]
poem-title: ΕΙΤΙΡΑ [561,245,627,266]
serial-title: ΤΟ ΜΑΥΡΟ ΦΡΟΥΡΙΟΝ [1286,128,1460,181]
ad-line: LONDON [755,1495,805,1509]
article-heading: ΓΥΝΑΙΚΑ ΚΑΙ ΜΟΔΑ [881,218,1055,243]
